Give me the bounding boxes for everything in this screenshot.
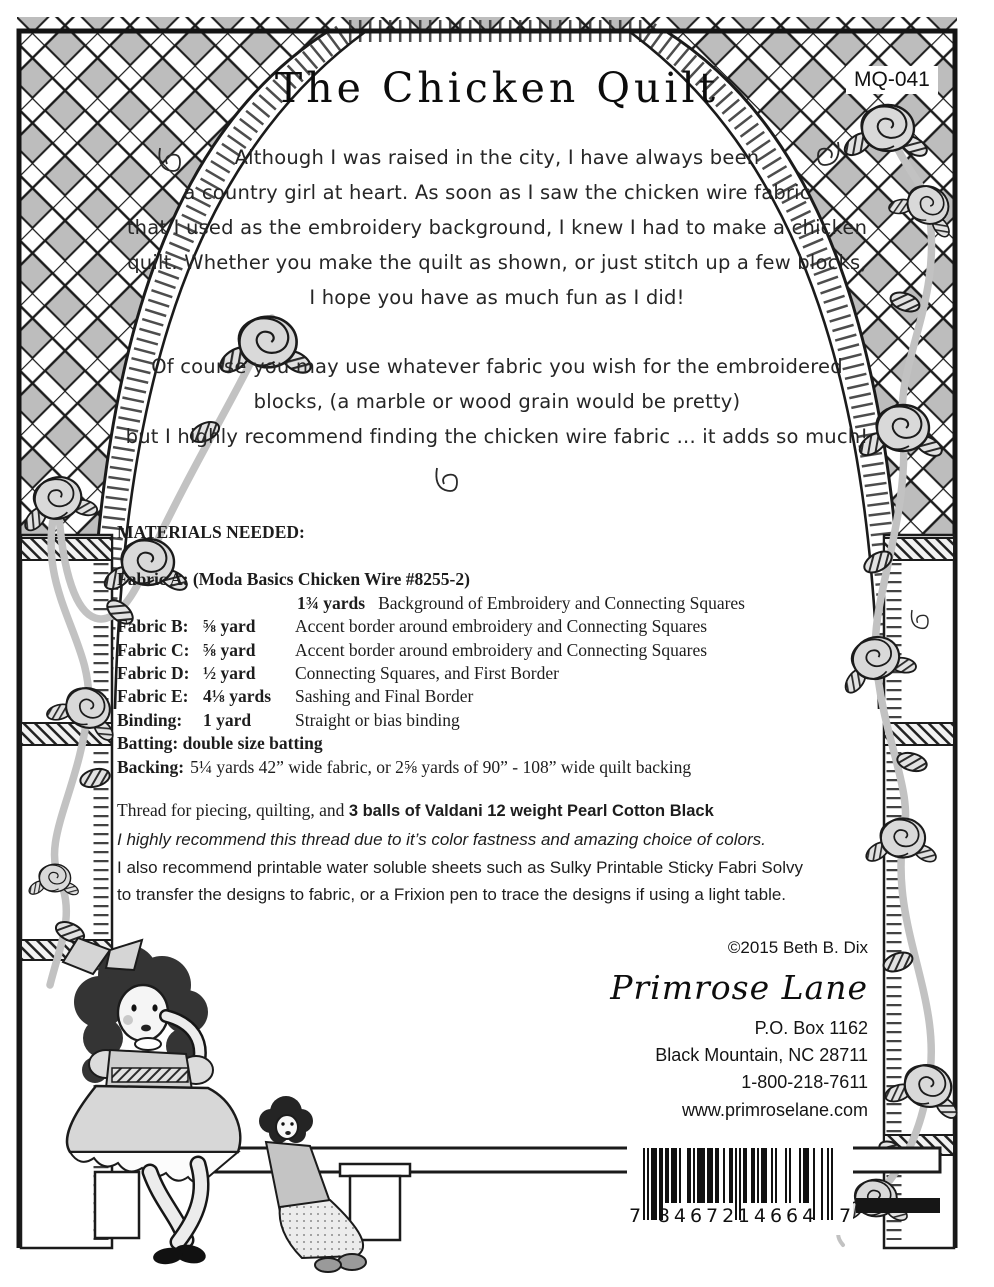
intro-line: Although I was raised in the city, I have always been <box>234 146 760 169</box>
material-label: Fabric D: <box>117 663 190 684</box>
thread-regular-text: Thread for piecing, quilting, and <box>117 800 349 820</box>
note-line: blocks, (a marble or wood grain would be pretty) <box>253 390 741 413</box>
material-quantity: 1 yard <box>203 709 252 730</box>
material-label: Fabric C: <box>117 639 190 660</box>
fabric-a-description: Background of Embroidery and Connecting Squares <box>378 592 745 613</box>
materials-heading: MATERIALS NEEDED: <box>117 522 305 542</box>
pattern-title: The Chicken Quilt <box>274 64 720 112</box>
fabric-a-quantity: 1¾ yards <box>297 592 366 613</box>
note-line: but I highly recommend finding the chicken wire fabric ... it adds so much! <box>125 425 869 448</box>
thread-recommendations <box>117 797 906 909</box>
material-description: Sashing and Final Border <box>295 686 474 707</box>
material-quantity: ⅝ yard <box>203 616 256 637</box>
material-row <box>117 615 904 638</box>
publisher-block <box>610 938 868 1124</box>
materials-list <box>117 521 904 779</box>
website-url: www.primroselane.com <box>681 1099 868 1120</box>
upc-left-digit: 7 <box>629 1205 642 1227</box>
fabric-note-paragraph <box>105 349 889 454</box>
publisher-logo: Primrose Lane <box>610 968 868 1007</box>
intro-line: that I used as the embroidery background, I knew I had to make a chicken <box>126 216 868 239</box>
thread-line-2: I highly recommend this thread due to it’s color fastness and amazing choice of colors. <box>117 829 766 849</box>
material-description: Accent border around embroidery and Connecting Squares <box>295 616 708 637</box>
material-description: Accent border around embroidery and Connecting Squares <box>295 639 708 660</box>
material-quantity: 4⅛ yards <box>203 686 272 707</box>
intro-line: quilt. Whether you make the quilt as shown, or just stitch up a few blocks, <box>127 251 867 274</box>
backing-label: Backing: <box>117 756 185 777</box>
material-quantity: ½ yard <box>203 663 256 684</box>
material-description: Straight or bias binding <box>295 709 460 730</box>
intro-paragraph <box>105 140 889 315</box>
intro-line: I hope you have as much fun as I did! <box>309 286 685 309</box>
fabric-a-detail <box>117 592 904 615</box>
material-label: Binding: <box>117 709 183 730</box>
material-row <box>117 685 904 708</box>
thread-line-3: I also recommend printable water soluble sheets such as Sulky Printable Sticky Fabri Solvy <box>117 857 803 877</box>
upc-group-1: 84672 <box>657 1205 739 1227</box>
backing-line <box>117 756 904 779</box>
thread-line-4: to transfer the designs to fabric, or a Frixion pen to trace the designs if using a light table. <box>117 885 787 905</box>
upc-group-2: 14664 <box>737 1205 819 1227</box>
upc-barcode <box>627 1146 853 1235</box>
fabric-a-label: Fabric A: (Moda Basics Chicken Wire #8255-2) <box>117 569 470 590</box>
address-line-2: Black Mountain, NC 28711 <box>655 1045 868 1066</box>
address-line-1: P.O. Box 1162 <box>754 1018 868 1038</box>
intro-line: a country girl at heart. As soon as I saw the chicken wire fabric <box>183 181 811 204</box>
pattern-number: MQ-041 <box>846 66 938 94</box>
thread-line-1 <box>117 797 906 826</box>
upc-barcode-graphic <box>627 1146 853 1230</box>
upc-right-digit: 7 <box>839 1205 852 1227</box>
thread-bold-text: 3 balls of Valdani 12 weight Pearl Cotton Black <box>348 802 714 820</box>
material-label: Fabric E: <box>117 686 189 707</box>
material-row <box>117 662 904 685</box>
phone-number: 1-800-218-7611 <box>741 1072 868 1093</box>
batting-line: Batting: double size batting <box>117 733 323 754</box>
copyright-line: ©2015 Beth B. Dix <box>727 938 868 957</box>
backing-description: 5¼ yards 42” wide fabric, or 2⅝ yards of 90” - 108” wide quilt backing <box>190 756 692 777</box>
material-label: Fabric B: <box>117 616 189 637</box>
material-quantity: ⅝ yard <box>203 639 256 660</box>
material-description: Connecting Squares, and First Border <box>295 663 559 684</box>
note-line: Of course you may use whatever fabric you wish for the embroidered <box>151 355 843 378</box>
material-row <box>117 639 904 662</box>
material-row <box>117 709 904 732</box>
